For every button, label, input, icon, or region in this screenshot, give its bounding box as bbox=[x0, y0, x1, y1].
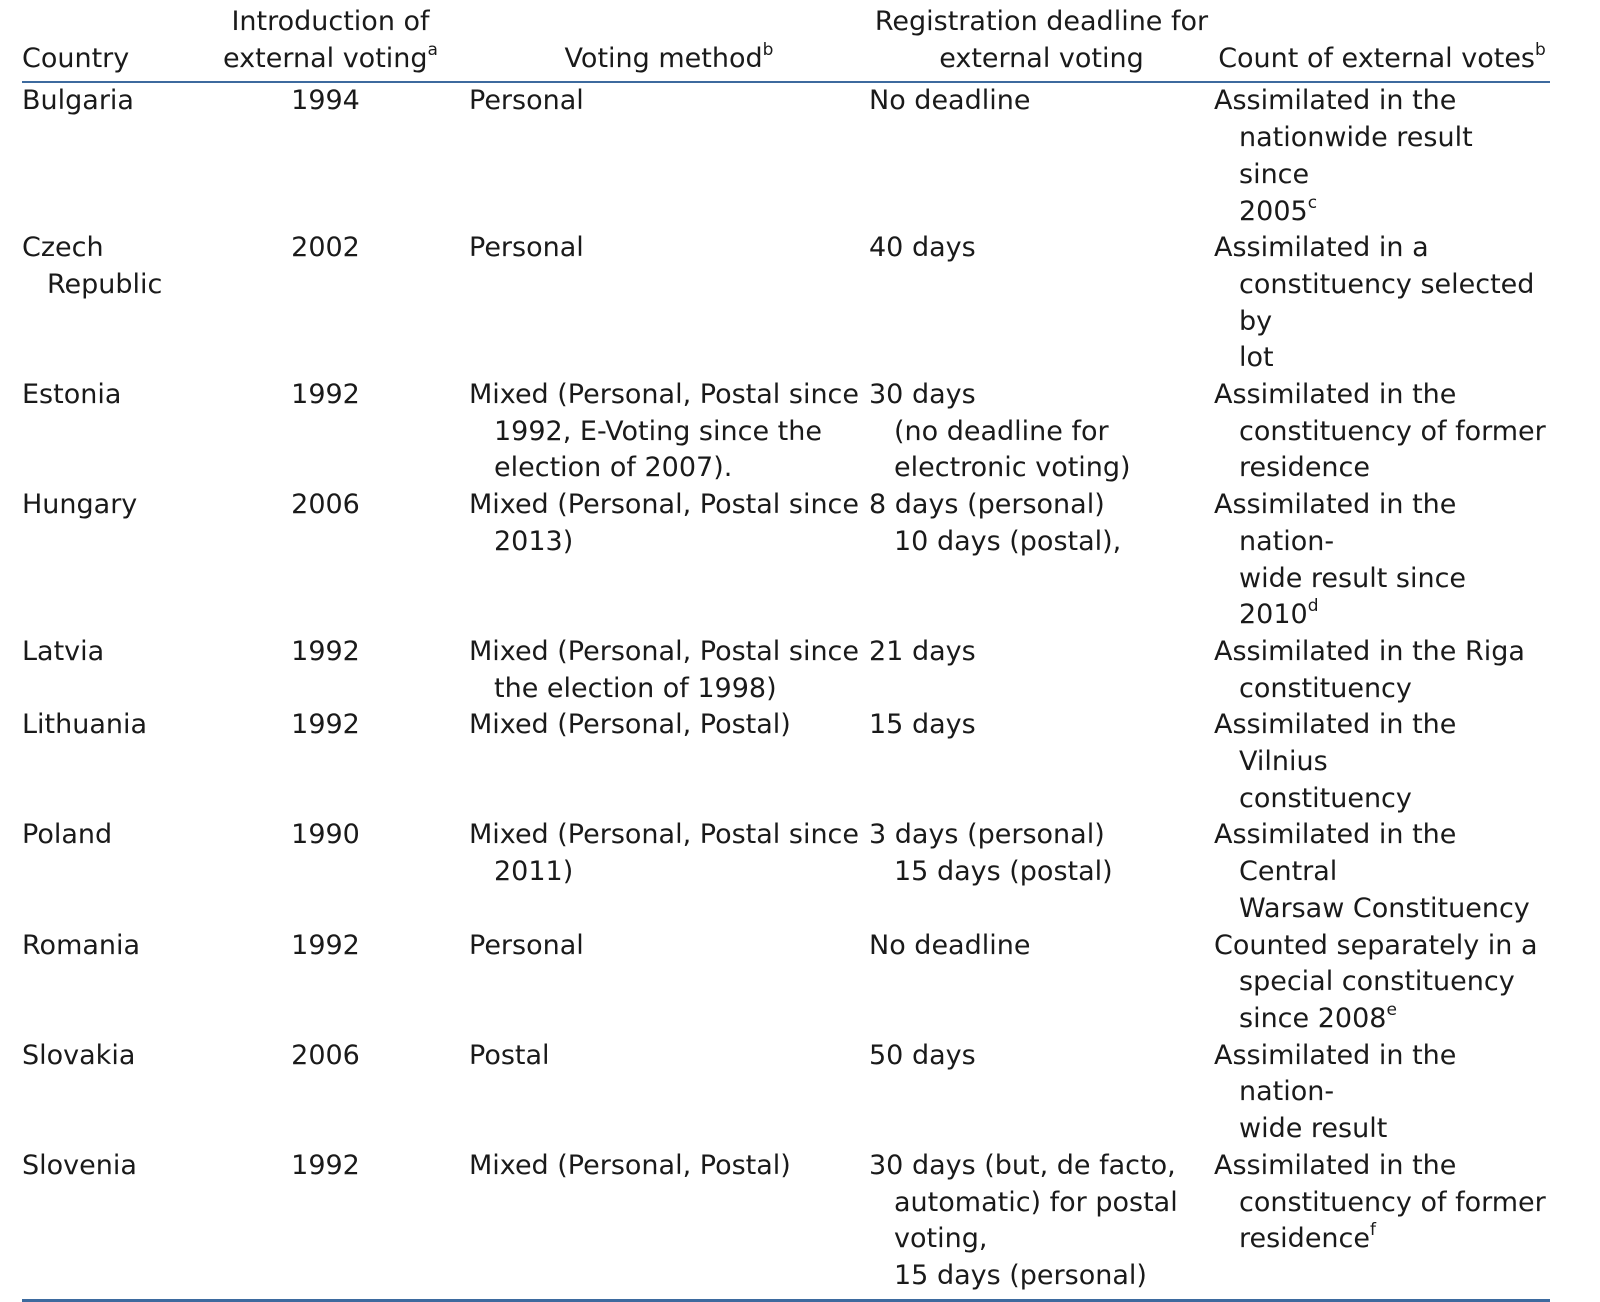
cell-country-text: Hungary bbox=[22, 489, 138, 521]
cell-intro-year bbox=[192, 817, 469, 927]
cell-registration-deadline-text: 30 days (no deadline for electronic voting) bbox=[869, 379, 1131, 484]
header-count: Count of external votes$^b$ bbox=[1214, 4, 1550, 82]
footnote-marker: f bbox=[1370, 1220, 1377, 1241]
cell-count-method bbox=[1214, 1148, 1550, 1300]
cell-country-text: Bulgaria bbox=[22, 85, 134, 117]
cell-registration-deadline-text: 15 days bbox=[869, 709, 976, 741]
cell-count-method bbox=[1214, 487, 1550, 634]
cell-registration-deadline bbox=[869, 487, 1214, 634]
cell-intro-year bbox=[192, 230, 469, 377]
cell-voting-method-text: Mixed (Personal, Postal) bbox=[469, 1149, 791, 1181]
cell-intro-year-text: 2002 bbox=[291, 232, 360, 264]
external-voting-table bbox=[22, 4, 1550, 1302]
cell-country-text: Slovakia bbox=[22, 1039, 136, 1071]
cell-country-text: Poland bbox=[22, 819, 113, 851]
cell-voting-method bbox=[469, 817, 869, 927]
cell-country bbox=[22, 1148, 192, 1300]
cell-intro-year-text: 2006 bbox=[291, 1039, 360, 1071]
cell-intro-year bbox=[192, 928, 469, 1038]
cell-registration-deadline bbox=[869, 82, 1214, 230]
cell-voting-method-text: Personal bbox=[469, 929, 584, 961]
cell-country bbox=[22, 634, 192, 707]
cell-count-method-text: Assimilated in the nation- wide result since 2010 bbox=[1214, 489, 1467, 631]
cell-intro-year-text: 1994 bbox=[291, 85, 360, 117]
cell-count-method bbox=[1214, 707, 1550, 817]
cell-voting-method bbox=[469, 230, 869, 377]
cell-count-method bbox=[1214, 817, 1550, 927]
cell-registration-deadline-text: No deadline bbox=[869, 85, 1031, 117]
table-row bbox=[22, 817, 1550, 927]
table-row bbox=[22, 82, 1550, 230]
table-row bbox=[22, 377, 1550, 487]
cell-count-method-text: Assimilated in the Central Warsaw Constituency bbox=[1214, 819, 1530, 924]
cell-count-method-text: Assimilated in the constituency of former residence bbox=[1214, 1149, 1546, 1255]
cell-voting-method bbox=[469, 377, 869, 487]
cell-count-method-text: Assimilated in a constituency selected by lot bbox=[1214, 232, 1535, 374]
cell-voting-method bbox=[469, 487, 869, 634]
cell-intro-year-text: 1992 bbox=[291, 379, 360, 411]
cell-country-text: Romania bbox=[22, 929, 141, 961]
cell-intro-year-text: 2006 bbox=[291, 489, 360, 521]
table-row bbox=[22, 1148, 1550, 1300]
cell-registration-deadline bbox=[869, 634, 1214, 707]
cell-voting-method-text: Mixed (Personal, Postal since 2013) bbox=[469, 489, 860, 557]
cell-country bbox=[22, 82, 192, 230]
cell-country bbox=[22, 487, 192, 634]
cell-intro-year-text: 1992 bbox=[291, 1149, 360, 1181]
cell-voting-method-text: Personal bbox=[469, 85, 584, 117]
cell-count-method-text: Assimilated in the nation- wide result bbox=[1214, 1039, 1457, 1145]
cell-registration-deadline-text: 30 days (but, de facto, automatic) for postal voting, 15 days (personal) bbox=[869, 1149, 1178, 1291]
table-row bbox=[22, 487, 1550, 634]
cell-intro-year-text: 1992 bbox=[291, 709, 360, 741]
cell-registration-deadline bbox=[869, 928, 1214, 1038]
cell-registration-deadline-text: 21 days bbox=[869, 635, 976, 667]
cell-country-text: Estonia bbox=[22, 379, 122, 411]
cell-registration-deadline bbox=[869, 377, 1214, 487]
footnote-marker: c bbox=[1307, 192, 1318, 213]
cell-registration-deadline bbox=[869, 1148, 1214, 1300]
cell-voting-method bbox=[469, 1148, 869, 1300]
table-row bbox=[22, 230, 1550, 377]
cell-voting-method bbox=[469, 707, 869, 817]
cell-country bbox=[22, 377, 192, 487]
cell-registration-deadline-text: No deadline bbox=[869, 929, 1031, 961]
cell-count-method bbox=[1214, 1038, 1550, 1148]
footnote-marker: a bbox=[427, 39, 438, 60]
cell-count-method bbox=[1214, 928, 1550, 1038]
cell-intro-year bbox=[192, 487, 469, 634]
cell-voting-method bbox=[469, 82, 869, 230]
cell-count-method bbox=[1214, 230, 1550, 377]
header-country: Country bbox=[22, 4, 192, 82]
cell-country bbox=[22, 1038, 192, 1148]
cell-registration-deadline bbox=[869, 707, 1214, 817]
cell-country bbox=[22, 707, 192, 817]
cell-country bbox=[22, 230, 192, 377]
cell-intro-year bbox=[192, 377, 469, 487]
cell-voting-method-text: Mixed (Personal, Postal since 2011) bbox=[469, 819, 860, 888]
cell-registration-deadline-text: 50 days bbox=[869, 1039, 976, 1071]
cell-count-method-text: Assimilated in the nationwide result since 2005 bbox=[1214, 85, 1473, 227]
table-row bbox=[22, 707, 1550, 817]
cell-count-method-text: Counted separately in a special constituency since 2008 bbox=[1214, 929, 1538, 1034]
header-deadline: Registration deadline for external voting bbox=[869, 4, 1214, 82]
cell-voting-method-text: Personal bbox=[469, 232, 584, 264]
cell-country-text: Lithuania bbox=[22, 709, 148, 741]
footnote-marker: b bbox=[1535, 39, 1546, 60]
cell-count-method bbox=[1214, 82, 1550, 230]
cell-voting-method bbox=[469, 634, 869, 707]
cell-count-method-text: Assimilated in the constituency of former residence bbox=[1214, 379, 1546, 484]
cell-count-method-text: Assimilated in the Vilnius constituency bbox=[1214, 709, 1457, 814]
header-method: Voting method$^b$ bbox=[469, 4, 869, 82]
cell-intro-year bbox=[192, 634, 469, 707]
cell-intro-year bbox=[192, 1038, 469, 1148]
header-row bbox=[22, 4, 1550, 82]
table-row bbox=[22, 1038, 1550, 1148]
table-row bbox=[22, 928, 1550, 1038]
table-body bbox=[22, 82, 1550, 1300]
cell-voting-method-text: Postal bbox=[469, 1039, 550, 1071]
cell-registration-deadline-text: 3 days (personal) 15 days (postal) bbox=[869, 819, 1113, 888]
cell-country-text: Slovenia bbox=[22, 1149, 137, 1181]
cell-count-method bbox=[1214, 377, 1550, 487]
cell-voting-method-text: Mixed (Personal, Postal since the election of 1998) bbox=[469, 635, 860, 704]
table-header bbox=[22, 4, 1550, 82]
cell-count-method bbox=[1214, 634, 1550, 707]
cell-country-text: Czech Republic bbox=[22, 232, 163, 300]
cell-voting-method-text: Mixed (Personal, Postal since 1992, E-Voting since the election of 2007). bbox=[469, 379, 860, 484]
cell-registration-deadline bbox=[869, 230, 1214, 377]
cell-country-text: Latvia bbox=[22, 635, 105, 667]
footnote-marker: b bbox=[762, 39, 774, 60]
cell-intro-year-text: 1992 bbox=[291, 635, 360, 667]
cell-count-method-text: Assimilated in the Riga constituency bbox=[1214, 635, 1525, 704]
cell-intro-year bbox=[192, 82, 469, 230]
cell-intro-year bbox=[192, 1148, 469, 1300]
footnote-marker: e bbox=[1386, 999, 1397, 1020]
cell-country bbox=[22, 817, 192, 927]
cell-voting-method bbox=[469, 1038, 869, 1148]
cell-registration-deadline-text: 8 days (personal) 10 days (postal), bbox=[869, 489, 1122, 557]
cell-country bbox=[22, 928, 192, 1038]
header-intro: Introduction of external voting$^a$ bbox=[192, 4, 469, 82]
footnote-marker: d bbox=[1307, 596, 1319, 617]
cell-intro-year-text: 1990 bbox=[291, 819, 360, 851]
external-voting-table-wrapper bbox=[22, 4, 1550, 1302]
cell-intro-year-text: 1992 bbox=[291, 929, 360, 961]
cell-intro-year bbox=[192, 707, 469, 817]
cell-registration-deadline bbox=[869, 817, 1214, 927]
cell-registration-deadline bbox=[869, 1038, 1214, 1148]
cell-registration-deadline-text: 40 days bbox=[869, 232, 976, 264]
cell-voting-method bbox=[469, 928, 869, 1038]
table-row bbox=[22, 634, 1550, 707]
cell-voting-method-text: Mixed (Personal, Postal) bbox=[469, 709, 791, 741]
